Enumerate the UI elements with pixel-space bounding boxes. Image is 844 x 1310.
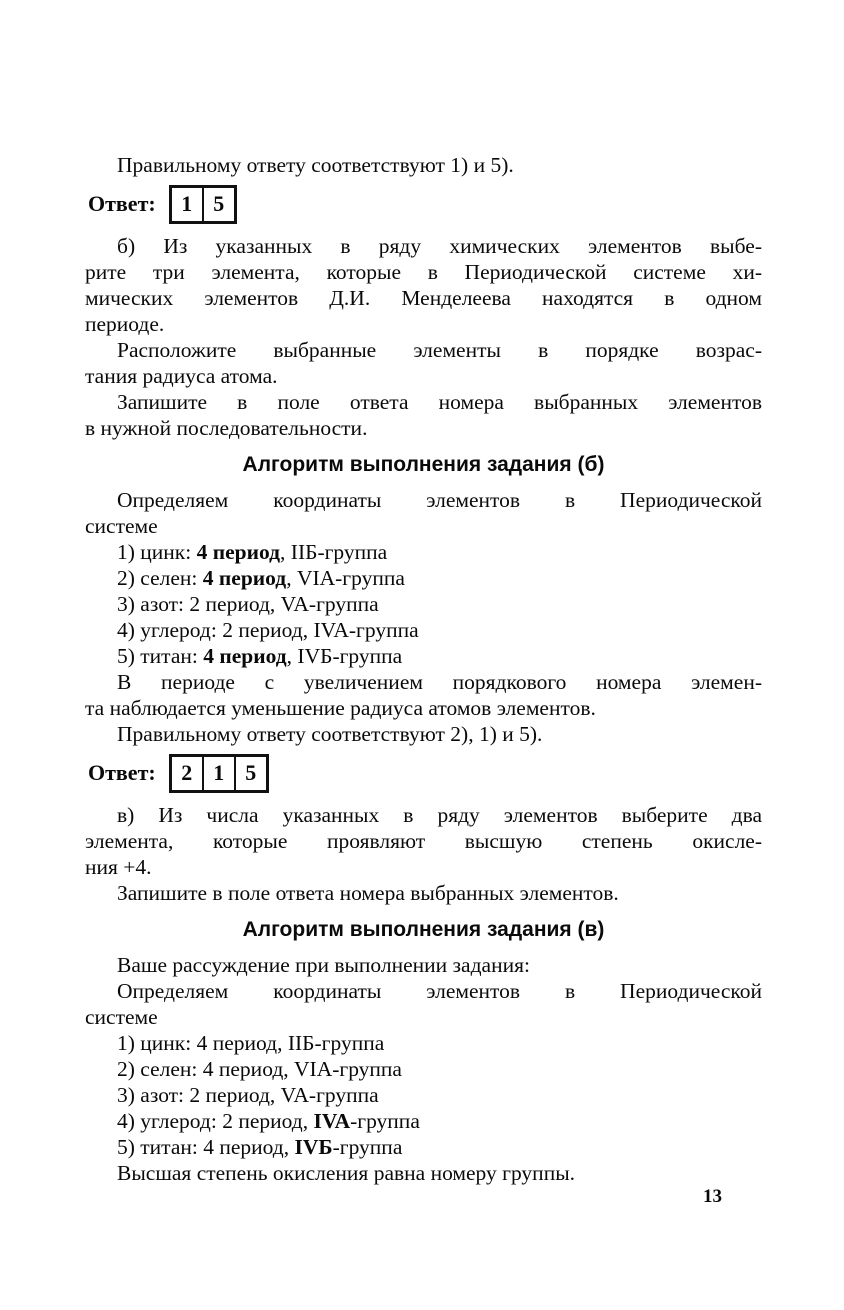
statement-line: тания радиуса атома. (85, 364, 278, 388)
element-list-b (85, 539, 762, 669)
item-text: 4) углерод: 2 период, IVA-группа (117, 618, 419, 642)
task-v-write-line: Запишите в поле ответа номера выбранных элементов. (117, 881, 619, 905)
item-bold: IVБ (294, 1135, 333, 1159)
item-text: 5) титан: (117, 644, 204, 668)
algorithm-heading-v: Алгоритм выполнения задания (в) (242, 918, 605, 941)
statement-line: б) Из указанных в ряду химических элементов выбе- (117, 234, 762, 258)
page-content (85, 152, 762, 1186)
task-b-conclusion (85, 669, 762, 721)
item-text: , IIБ-группа (280, 540, 388, 564)
statement-line: ния +4. (85, 855, 152, 879)
reasoning-line: Ваше рассуждение при выполнении задания: (117, 953, 530, 977)
list-item (85, 1030, 762, 1056)
task-b-statement (85, 233, 762, 337)
list-item (85, 591, 762, 617)
statement-line: периоде. (85, 312, 165, 336)
answer-row (88, 753, 762, 793)
item-text: 2) селен: (117, 566, 203, 590)
item-text: 3) азот: 2 период, VA-группа (117, 592, 379, 616)
final-line: Высшая степень окисления равна номеру группы. (117, 1161, 576, 1185)
list-item (85, 1082, 762, 1108)
statement-line: в нужной последовательности. (85, 416, 368, 440)
list-item (85, 565, 762, 591)
list-item (85, 1056, 762, 1082)
item-text: 5) титан: 4 период, (117, 1135, 295, 1159)
task-b-arrange (85, 337, 762, 389)
list-item (85, 539, 762, 565)
answer-cell: 5 (245, 760, 257, 785)
statement-line: элемента, которые проявляют высшую степень окисле- (85, 829, 762, 853)
answer-cell: 2 (172, 757, 204, 790)
answer-row (88, 184, 762, 224)
item-text: 4) углерод: 2 период, (117, 1109, 314, 1133)
answer-cell: 5 (213, 191, 225, 216)
answer-box (169, 185, 237, 224)
answer-intro-line: Правильному ответу соответствуют 1) и 5). (117, 153, 514, 177)
statement-line: та наблюдается уменьшение радиуса атомов элементов. (85, 696, 596, 720)
statement-line: в) Из числа указанных в ряду элементов выберите два (117, 803, 762, 827)
item-bold: IVA (313, 1109, 351, 1133)
list-item (85, 1108, 762, 1134)
statement-line: рите три элемента, которые в Периодической системе хи- (85, 260, 762, 284)
item-text: 1) цинк: (117, 540, 197, 564)
answer-label: Ответ: (88, 760, 156, 785)
item-bold: 4 период (196, 540, 281, 564)
answer-label: Ответ: (88, 191, 156, 216)
statement-line: системе (85, 514, 158, 538)
answer-box (169, 754, 269, 793)
statement-line: Определяем координаты элементов в Периодической (117, 979, 762, 1003)
statement-line: Определяем координаты элементов в Периодической (117, 488, 762, 512)
algorithm-heading-b: Алгоритм выполнения задания (б) (242, 453, 605, 476)
statement-line: Расположите выбранные элементы в порядке возрас- (117, 338, 762, 362)
task-b-write (85, 389, 762, 441)
task-v-statement (85, 802, 762, 880)
list-item (85, 643, 762, 669)
list-item (85, 1134, 762, 1160)
item-text: 1) цинк: 4 период, IIБ-группа (117, 1031, 385, 1055)
statement-line: системе (85, 1005, 158, 1029)
item-text: , VIA-группа (286, 566, 405, 590)
element-list-v (85, 1030, 762, 1160)
answer-cell: 1 (172, 188, 204, 221)
page-number: 13 (703, 1186, 722, 1207)
item-text: 3) азот: 2 период, VA-группа (117, 1083, 379, 1107)
statement-line: В периоде с увеличением порядкового номера элемен- (117, 670, 762, 694)
item-text: , IVБ-группа (286, 644, 403, 668)
statement-line: мических элементов Д.И. Менделеева находятся в одном (85, 286, 762, 310)
correct-answer-line: Правильному ответу соответствуют 2), 1) и 5). (117, 722, 543, 746)
statement-line: Запишите в поле ответа номера выбранных элементов (117, 390, 762, 414)
task-b-determine (85, 487, 762, 539)
item-text: -группа (332, 1135, 403, 1159)
task-v-determine (85, 978, 762, 1030)
item-text: 2) селен: 4 период, VIA-группа (117, 1057, 402, 1081)
answer-cell: 1 (204, 757, 236, 790)
list-item (85, 617, 762, 643)
item-text: -группа (350, 1109, 420, 1133)
item-bold: 4 период (203, 644, 287, 668)
item-bold: 4 период (202, 566, 287, 590)
